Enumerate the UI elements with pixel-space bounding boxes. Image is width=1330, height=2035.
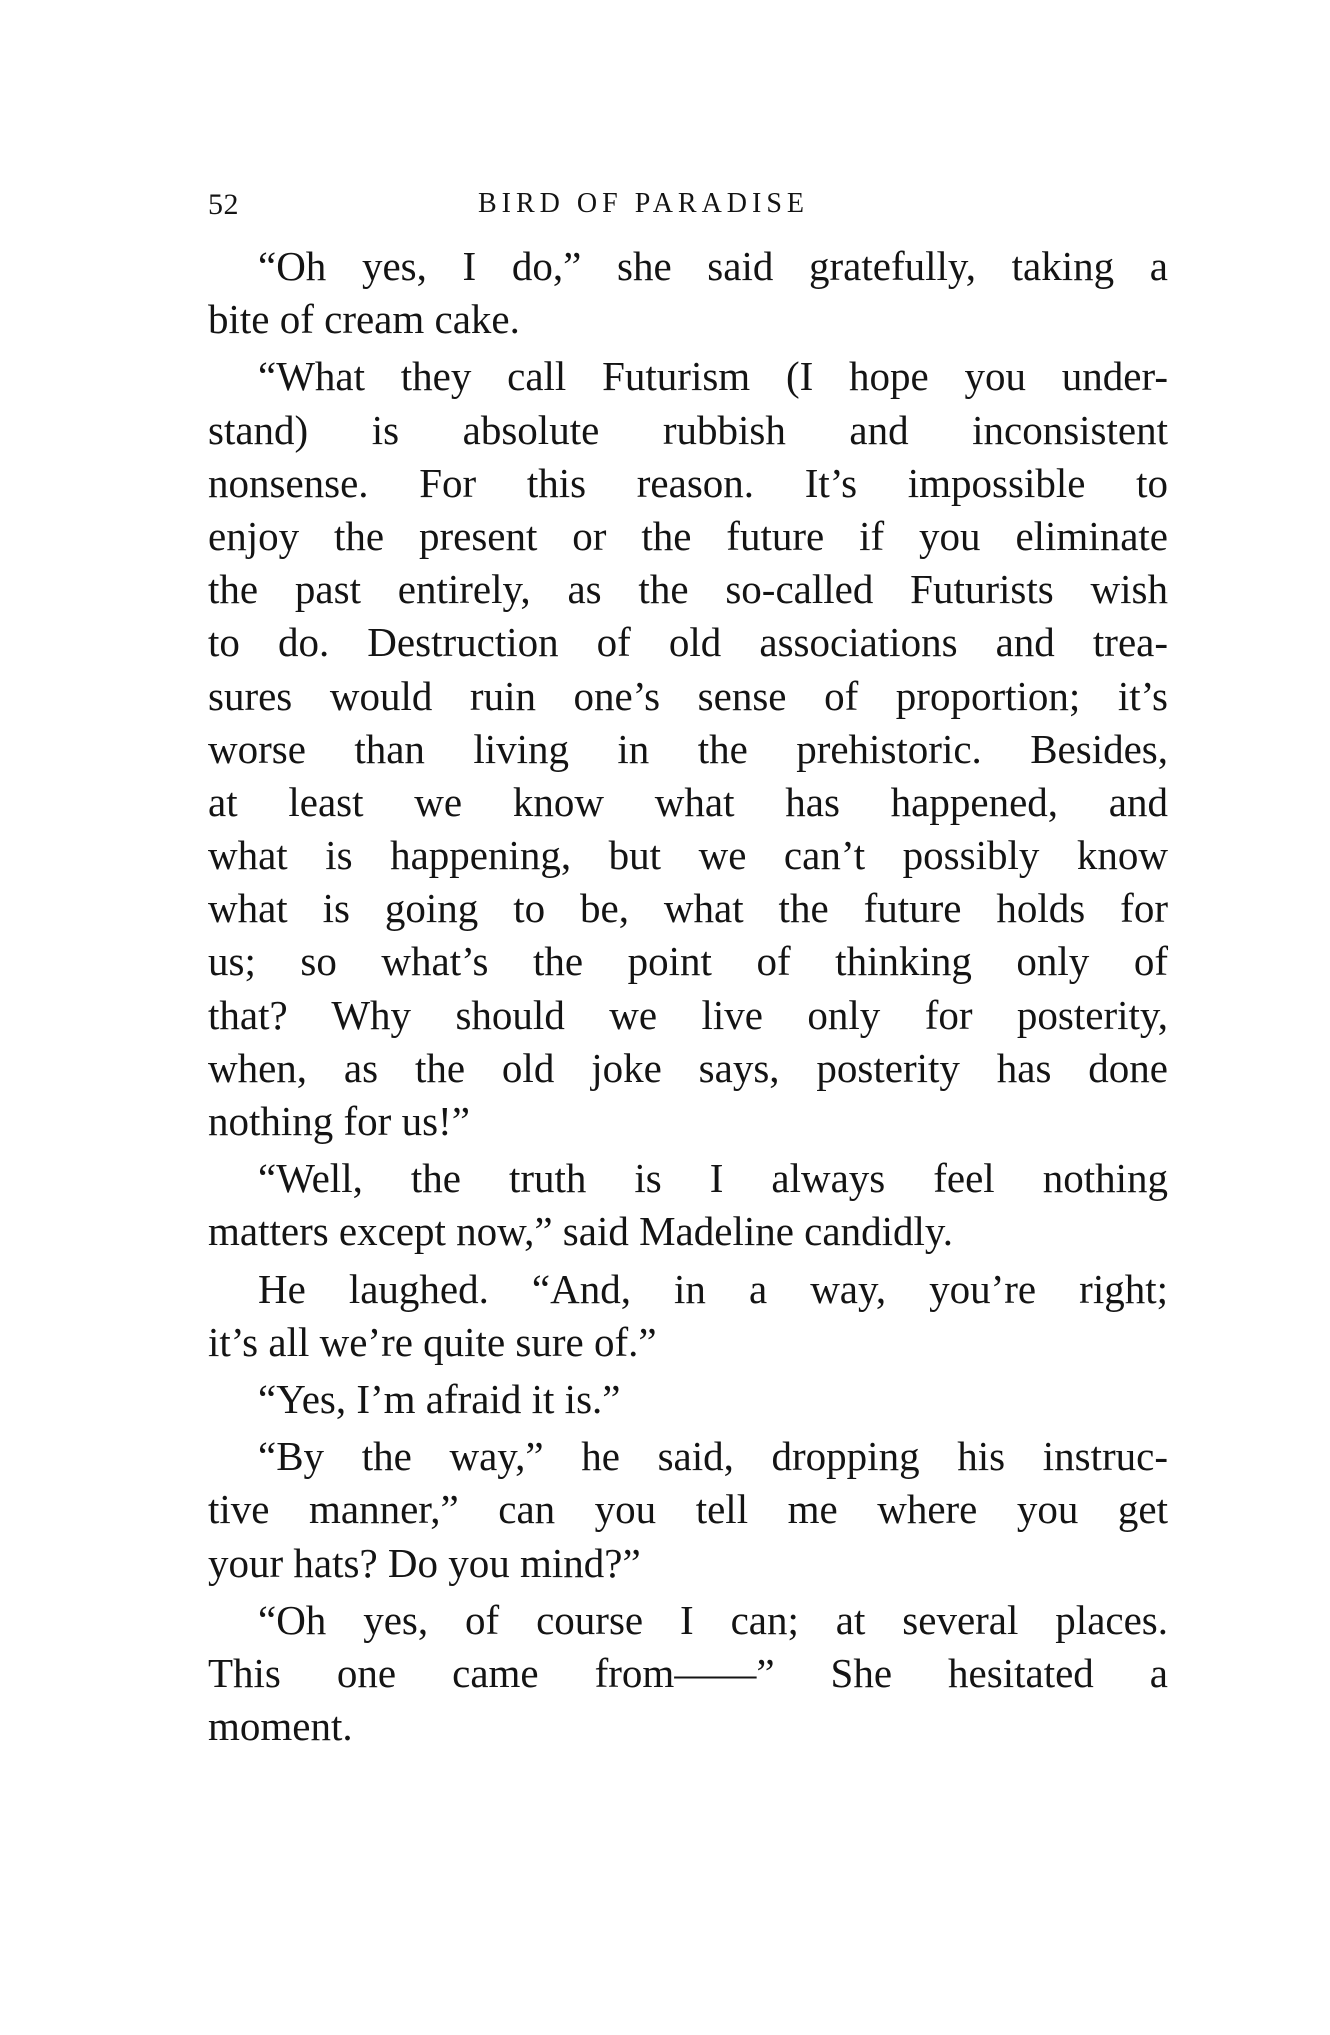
- text-line: to do. Destruction of old associations and trea-: [208, 619, 1168, 666]
- text-line: us; so what’s the point of thinking only of: [208, 938, 1168, 985]
- paragraph: [208, 1152, 1168, 1258]
- text-line: This one came from——” She hesitated a: [208, 1649, 1168, 1696]
- text-line: nothing for us!”: [208, 1098, 470, 1144]
- text-line: bite of cream cake.: [208, 296, 520, 343]
- text-line: “Yes, I’m afraid it is.”: [258, 1375, 621, 1422]
- running-head: BIRD OF PARADISE: [478, 188, 810, 219]
- text-line: moment.: [208, 1703, 353, 1750]
- body-text: [208, 240, 1168, 1753]
- text-line: tive manner,” can you tell me where you get: [208, 1486, 1168, 1533]
- paragraph: [208, 240, 1168, 346]
- paragraph: [208, 1373, 1168, 1426]
- paragraph: [208, 1430, 1168, 1590]
- text-line: “By the way,” he said, dropping his instruc-: [258, 1433, 1168, 1480]
- text-line: sures would ruin one’s sense of proportion; it’s: [208, 672, 1168, 719]
- text-line: matters except now,” said Madeline candidly.: [208, 1208, 953, 1255]
- text-line: He laughed. “And, in a way, you’re right;: [258, 1265, 1168, 1312]
- paragraph: [208, 350, 1168, 1148]
- text-line: “Well, the truth is I always feel nothing: [258, 1155, 1168, 1202]
- text-line: “Oh yes, I do,” she said gratefully, taking a: [258, 243, 1168, 289]
- text-line: that? Why should we live only for posterity,: [208, 991, 1168, 1038]
- text-line: “What they call Futurism (I hope you under-: [258, 353, 1168, 400]
- text-line: enjoy the present or the future if you eliminate: [208, 512, 1168, 559]
- text-line: at least we know what has happened, and: [208, 778, 1168, 825]
- text-line: your hats? Do you mind?”: [208, 1539, 641, 1586]
- paragraph: [208, 1594, 1168, 1754]
- text-line: the past entirely, as the so-called Futurists wish: [208, 566, 1168, 613]
- text-line: worse than living in the prehistoric. Besides,: [208, 725, 1168, 772]
- text-line: “Oh yes, of course I can; at several places.: [258, 1596, 1168, 1643]
- page-number: 52: [208, 188, 239, 221]
- text-line: what is going to be, what the future holds for: [208, 885, 1168, 932]
- text-line: stand) is absolute rubbish and inconsistent: [208, 406, 1168, 453]
- text-line: what is happening, but we can’t possibly know: [208, 832, 1168, 879]
- paragraph: [208, 1263, 1168, 1369]
- text-line: when, as the old joke says, posterity has done: [208, 1044, 1168, 1091]
- page-header: [208, 188, 1168, 228]
- text-line: it’s all we’re quite sure of.”: [208, 1318, 657, 1365]
- text-line: nonsense. For this reason. It’s impossible to: [208, 459, 1168, 506]
